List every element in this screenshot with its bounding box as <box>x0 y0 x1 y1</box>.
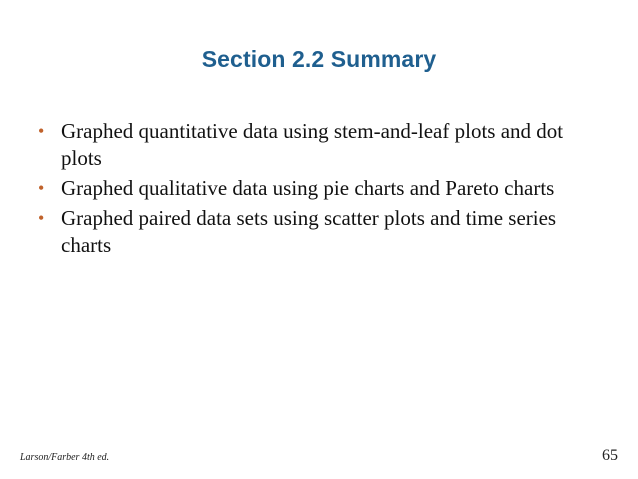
bullet-dot-icon: • <box>38 208 45 228</box>
page-number: 65 <box>602 447 618 464</box>
bullet-text: Graphed quantitative data using stem-and-leaf plots and dot plots <box>61 119 564 170</box>
footer-source: Larson/Farber 4th ed. <box>20 452 110 463</box>
bullet-item <box>38 205 598 259</box>
bullet-item <box>38 175 598 202</box>
bullet-item <box>38 118 598 172</box>
bullet-dot-icon: • <box>38 121 45 141</box>
bullet-list <box>38 118 598 262</box>
slide-title: Section 2.2 Summary <box>201 46 437 72</box>
bullet-dot-icon: • <box>38 178 45 198</box>
bullet-text: Graphed qualitative data using pie charts and Pareto charts <box>61 176 555 200</box>
bullet-text: Graphed paired data sets using scatter plots and time series charts <box>61 206 557 257</box>
